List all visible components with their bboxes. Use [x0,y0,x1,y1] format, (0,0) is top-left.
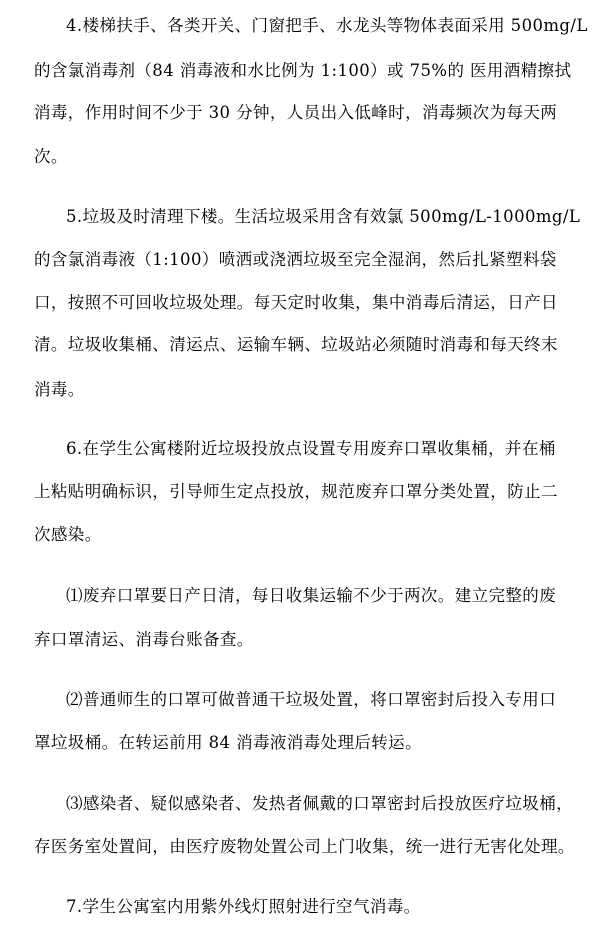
paragraph-4-line-4: 次。 [34,147,68,166]
paragraph-5-line-5: 消毒。 [34,380,85,399]
paragraph-5-line-4: 清。垃圾收集桶、清运点、运输车辆、垃圾站必须随时消毒和每天终末 [34,335,558,354]
paragraph-7-line-1: 7.学生公寓室内用紫外线灯照射进行空气消毒。 [66,897,421,916]
paragraph-5-line-3: 口，按照不可回收垃圾处理。每天定时收集，集中消毒后清运，日产日 [34,293,558,312]
subitem-3-line-1: ⑶感染者、疑似感染者、发热者佩戴的口罩密封后投放医疗垃圾桶， [66,794,573,813]
subitem-2-line-2: 罩垃圾桶。在转运前用 84 消毒液消毒处理后转运。 [34,733,422,752]
paragraph-6-line-2: 上粘贴明确标识，引导师生定点投放，规范废弃口罩分类处置，防止二 [34,482,558,501]
paragraph-4-line-2: 的含氯消毒剂（84 消毒液和水比例为 1:100）或 75%的 医用酒精擦拭 [34,61,572,80]
subitem-3-line-2: 存医务室处置间，由医疗废物处置公司上门收集，统一进行无害化处理。 [34,837,575,856]
subitem-1-line-2: 弃口罩清运、消毒台账备查。 [34,630,254,649]
paragraph-6-line-3: 次感染。 [34,525,102,544]
subitem-2-line-1: ⑵普通师生的口罩可做普通干垃圾处置，将口罩密封后投入专用口 [66,690,557,709]
paragraph-4-line-1: 4.楼梯扶手、各类开关、门窗把手、水龙头等物体表面采用 500mg/L [66,16,588,35]
paragraph-4-line-3: 消毒，作用时间不少于 30 分钟，人员出入低峰时，消毒频次为每天两 [34,103,558,122]
paragraph-6-line-1: 6.在学生公寓楼附近垃圾投放点设置专用废弃口罩收集桶，并在桶 [66,439,556,458]
subitem-1-line-1: ⑴废弃口罩要日产日清，每日收集运输不少于两次。建立完整的废 [66,586,557,605]
paragraph-5-line-1: 5.垃圾及时清理下楼。生活垃圾采用含有效氯 500mg/L-1000mg/L [66,207,581,226]
paragraph-5-line-2: 的含氯消毒液（1:100）喷洒或浇洒垃圾至完全湿润，然后扎紧塑料袋 [34,250,557,269]
